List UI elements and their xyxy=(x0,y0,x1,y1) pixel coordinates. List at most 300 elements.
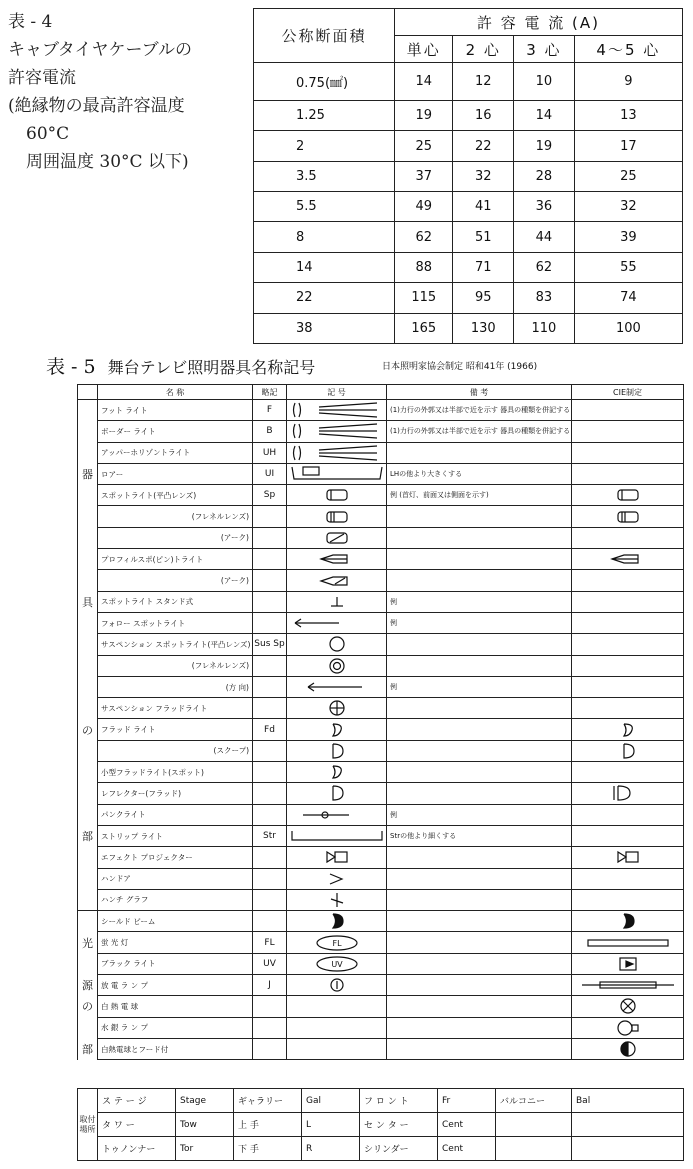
fixture-abbr: Sus Sp xyxy=(253,634,287,655)
fixture-abbr xyxy=(253,506,287,527)
fixture-symbol xyxy=(287,804,387,825)
position-cell: Gal xyxy=(302,1089,360,1113)
fixture-symbol xyxy=(287,932,387,953)
fixture-symbol xyxy=(287,442,387,463)
column-header: 4～5 心 xyxy=(574,36,682,63)
fixture-note xyxy=(387,996,572,1017)
svg-text:UV: UV xyxy=(330,959,343,969)
fixture-name: ハンドア xyxy=(98,868,253,889)
position-cell: バルコニー xyxy=(496,1089,572,1113)
current-cell: 51 xyxy=(453,222,514,252)
table-row xyxy=(78,1017,684,1038)
group-cell: 具 xyxy=(78,591,98,612)
fixture-name: スポットライト(平凸レンズ) xyxy=(98,485,253,506)
fixture-name: エフェクト プロジェクター xyxy=(98,847,253,868)
fixture-name: フラッド ライト xyxy=(98,719,253,740)
symbol-arrow-icon xyxy=(302,680,372,694)
current-cell: 71 xyxy=(453,252,514,282)
fixture-abbr: J xyxy=(253,975,287,996)
table-row xyxy=(78,549,684,570)
fixture-abbr xyxy=(253,847,287,868)
table-row xyxy=(78,953,684,974)
fixture-abbr xyxy=(253,655,287,676)
fixture-symbol xyxy=(287,655,387,676)
table-row xyxy=(78,975,684,996)
fixture-abbr: Sp xyxy=(253,485,287,506)
cie-symbol xyxy=(572,485,684,506)
symbol-ring-icon xyxy=(322,976,352,994)
group-cell: の xyxy=(78,996,98,1017)
group-cell xyxy=(78,783,98,804)
fixture-symbol xyxy=(287,740,387,761)
area-cell: 8 xyxy=(254,222,395,252)
table-row xyxy=(78,868,684,889)
symbol-dcirc-icon xyxy=(322,657,352,675)
symbol-ovalUV-icon xyxy=(312,955,362,973)
cie-symbol xyxy=(572,889,684,910)
group-cell: 部 xyxy=(78,1038,98,1059)
current-cell: 41 xyxy=(453,192,514,222)
group-cell xyxy=(78,804,98,825)
fixture-abbr: FL xyxy=(253,932,287,953)
cie-bulb-icon xyxy=(611,1019,645,1037)
group-cell xyxy=(78,549,98,570)
current-cell: 115 xyxy=(395,283,453,313)
group-cell xyxy=(78,762,98,783)
group-cell: 光 xyxy=(78,932,98,953)
fixture-note xyxy=(387,634,572,655)
table-row xyxy=(78,527,684,548)
fixture-name: サスペンション フラッドライト xyxy=(98,698,253,719)
table-row xyxy=(78,676,684,697)
table-row xyxy=(254,100,683,130)
fixture-abbr xyxy=(253,762,287,783)
position-cell: シリンダー xyxy=(360,1137,438,1161)
fixture-note xyxy=(387,1017,572,1038)
symbol-effect-icon xyxy=(317,849,357,865)
fixture-note xyxy=(387,889,572,910)
fixture-abbr xyxy=(253,676,287,697)
fixture-name: スポットライト スタンド式 xyxy=(98,591,253,612)
caption-line: キャブタイヤケーブルの xyxy=(8,40,192,60)
table-row xyxy=(78,1137,684,1161)
area-cell: 14 xyxy=(254,252,395,282)
symbol-fresnel-icon xyxy=(317,509,357,525)
fixture-name: ハンチ グラフ xyxy=(98,889,253,910)
position-cell: Bal xyxy=(572,1089,684,1113)
symbol-scoop-icon xyxy=(322,784,352,802)
current-cell: 62 xyxy=(395,222,453,252)
fixture-note xyxy=(387,975,572,996)
fixture-symbol xyxy=(287,634,387,655)
fixture-symbol xyxy=(287,911,387,932)
fixture-name: (フレネルレンズ) xyxy=(98,506,253,527)
fixture-abbr: UI xyxy=(253,463,287,484)
current-cell: 17 xyxy=(574,131,682,161)
group-cell xyxy=(78,953,98,974)
current-cell: 44 xyxy=(514,222,575,252)
fixture-note: 例 xyxy=(387,612,572,633)
current-cell: 19 xyxy=(514,131,575,161)
table6-mounting-positions xyxy=(77,1088,684,1161)
column-header: 略記 xyxy=(253,385,287,400)
area-cell: 38 xyxy=(254,313,395,343)
symbol-fl-icon xyxy=(289,422,385,440)
group-cell xyxy=(78,889,98,910)
fixture-abbr: Str xyxy=(253,825,287,846)
table-row xyxy=(254,161,683,191)
position-cell: 上 手 xyxy=(234,1113,302,1137)
fixture-abbr xyxy=(253,804,287,825)
cie-tube-icon xyxy=(578,937,678,949)
fixture-symbol xyxy=(287,975,387,996)
group-cell xyxy=(78,485,98,506)
fixture-name: レフレクター(フラッド) xyxy=(98,783,253,804)
cie-symbol xyxy=(572,591,684,612)
current-cell: 22 xyxy=(453,131,514,161)
current-cell: 25 xyxy=(574,161,682,191)
current-cell: 83 xyxy=(514,283,575,313)
current-cell: 62 xyxy=(514,252,575,282)
table4-ampacity xyxy=(253,8,683,344)
table-row xyxy=(254,222,683,252)
symbol-hand-icon xyxy=(322,870,352,888)
symbol-ovalFL-icon xyxy=(312,934,362,952)
fixture-abbr xyxy=(253,570,287,591)
position-cell: Tor xyxy=(176,1137,234,1161)
fixture-note: 例 (首灯、前面又は側面を示す) xyxy=(387,485,572,506)
symbol-flood-icon xyxy=(322,763,352,781)
current-cell: 55 xyxy=(574,252,682,282)
fixture-name: ストリップ ライト xyxy=(98,825,253,846)
fixture-name: 白 熱 電 球 xyxy=(98,996,253,1017)
group-cell xyxy=(78,676,98,697)
group-cell xyxy=(78,570,98,591)
group-cell xyxy=(78,911,98,932)
table-row xyxy=(78,442,684,463)
cie-symbol xyxy=(572,549,684,570)
fixture-symbol xyxy=(287,825,387,846)
fixture-abbr xyxy=(253,740,287,761)
cie-refl-icon xyxy=(608,784,648,802)
table-row xyxy=(78,1113,684,1137)
position-cell: トゥノンナー xyxy=(98,1137,176,1161)
position-cell: セ ン タ ー xyxy=(360,1113,438,1137)
fixture-abbr xyxy=(253,868,287,889)
group-cell xyxy=(78,847,98,868)
group-cell xyxy=(78,1017,98,1038)
current-cell: 130 xyxy=(453,313,514,343)
table-row xyxy=(78,783,684,804)
fixture-symbol xyxy=(287,570,387,591)
column-header: 備 考 xyxy=(387,385,572,400)
fixture-abbr xyxy=(253,549,287,570)
group-cell xyxy=(78,442,98,463)
fixture-name: 白熱電球とフード付 xyxy=(98,1038,253,1059)
fixture-abbr xyxy=(253,889,287,910)
fixture-abbr: UH xyxy=(253,442,287,463)
column-header: CIE制定 xyxy=(572,385,684,400)
fixture-symbol xyxy=(287,506,387,527)
column-header: 名 称 xyxy=(98,385,253,400)
symbol-fl-icon xyxy=(289,401,385,419)
area-cell: 3.5 xyxy=(254,161,395,191)
current-cell: 36 xyxy=(514,192,575,222)
header-current: 許 容 電 流 (A) xyxy=(395,9,683,36)
table5-number: 表 - 5 xyxy=(46,356,96,378)
fixture-note xyxy=(387,527,572,548)
current-cell: 88 xyxy=(395,252,453,282)
fixture-note xyxy=(387,719,572,740)
symbol-beam-icon xyxy=(322,912,352,930)
table-row xyxy=(78,996,684,1017)
fixture-abbr: Fd xyxy=(253,719,287,740)
table-row xyxy=(78,634,684,655)
symbol-cross-icon xyxy=(322,699,352,717)
fixture-symbol xyxy=(287,400,387,421)
cie-effect-icon xyxy=(608,849,648,865)
table-row xyxy=(78,740,684,761)
position-cell: 下 手 xyxy=(234,1137,302,1161)
position-cell: ギャラリー xyxy=(234,1089,302,1113)
table-row xyxy=(78,591,684,612)
fixture-note xyxy=(387,1038,572,1059)
cie-symbol xyxy=(572,911,684,932)
position-cell: R xyxy=(302,1137,360,1161)
cie-fresnel-icon xyxy=(608,509,648,525)
fixture-abbr xyxy=(253,996,287,1017)
cie-symbol xyxy=(572,400,684,421)
fixture-abbr: UV xyxy=(253,953,287,974)
fixture-name: サスペンション スポットライト(平凸レンズ) xyxy=(98,634,253,655)
cie-symbol xyxy=(572,804,684,825)
fixture-name: 水 銀 ラ ン プ xyxy=(98,1017,253,1038)
cie-flood-icon xyxy=(613,721,643,739)
cie-symbol xyxy=(572,655,684,676)
cie-symbol xyxy=(572,825,684,846)
fixture-note xyxy=(387,847,572,868)
table-row xyxy=(78,506,684,527)
cie-symbol xyxy=(572,698,684,719)
table-row xyxy=(78,698,684,719)
fixture-symbol xyxy=(287,996,387,1017)
table-row xyxy=(78,889,684,910)
table-row xyxy=(78,932,684,953)
cie-symbol xyxy=(572,975,684,996)
current-cell: 37 xyxy=(395,161,453,191)
group-cell: 器 xyxy=(78,463,98,484)
caption-line: (絶縁物の最高許容温度 xyxy=(8,96,185,116)
fixture-note xyxy=(387,762,572,783)
fixture-name: 放 電 ラ ン プ xyxy=(98,975,253,996)
table4-caption xyxy=(8,8,243,176)
current-cell: 9 xyxy=(574,63,682,101)
fixture-note xyxy=(387,911,572,932)
group-cell xyxy=(78,612,98,633)
group-cell xyxy=(78,506,98,527)
symbol-profarc-icon xyxy=(315,573,359,589)
fixture-name: (アーク) xyxy=(98,570,253,591)
fixture-symbol xyxy=(287,612,387,633)
table-row xyxy=(254,313,683,343)
table5-title-text: 舞台テレビ照明器具名称記号 xyxy=(107,358,316,377)
current-cell: 14 xyxy=(514,100,575,130)
group-cell xyxy=(78,655,98,676)
fixture-symbol xyxy=(287,591,387,612)
table5-fixture-symbols xyxy=(77,384,684,1060)
fixture-name: 蛍 光 灯 xyxy=(98,932,253,953)
current-cell: 13 xyxy=(574,100,682,130)
fixture-name: フット ライト xyxy=(98,400,253,421)
table-row xyxy=(78,485,684,506)
area-cell: 0.75(㎟) xyxy=(254,63,395,101)
column-header: 2 心 xyxy=(453,36,514,63)
table-row xyxy=(254,131,683,161)
symbol-stand-icon xyxy=(289,594,385,610)
fixture-note xyxy=(387,740,572,761)
fixture-name: ブラック ライト xyxy=(98,953,253,974)
current-cell: 28 xyxy=(514,161,575,191)
caption-line: 周囲温度 30°C 以下) xyxy=(26,152,189,172)
table-row xyxy=(254,252,683,282)
fixture-name: (フレネルレンズ) xyxy=(98,655,253,676)
area-cell: 22 xyxy=(254,283,395,313)
area-cell: 5.5 xyxy=(254,192,395,222)
fixture-abbr xyxy=(253,1017,287,1038)
cie-xcirc-icon xyxy=(613,997,643,1015)
fixture-note xyxy=(387,549,572,570)
cie-black-icon xyxy=(613,955,643,973)
cie-symbol xyxy=(572,527,684,548)
symbol-spot-icon xyxy=(317,487,357,503)
current-cell: 10 xyxy=(514,63,575,101)
fixture-note: 例 xyxy=(387,804,572,825)
fixture-note xyxy=(387,868,572,889)
fixture-name: プロフィルスポ(ピン)トライト xyxy=(98,549,253,570)
fixture-name: (スクープ) xyxy=(98,740,253,761)
caption-line: 60°C xyxy=(26,124,70,144)
group-cell xyxy=(78,527,98,548)
group-cell xyxy=(78,698,98,719)
fixture-symbol xyxy=(287,868,387,889)
current-cell: 95 xyxy=(453,283,514,313)
symbol-fl-icon xyxy=(289,444,385,462)
symbol-circ-icon xyxy=(322,635,352,653)
column-header: 3 心 xyxy=(514,36,575,63)
group-cell xyxy=(78,421,98,442)
group-cell: 部 xyxy=(78,825,98,846)
cie-symbol xyxy=(572,762,684,783)
fixture-abbr xyxy=(253,591,287,612)
fixture-symbol xyxy=(287,527,387,548)
cie-symbol xyxy=(572,1017,684,1038)
fixture-note: LHの他より大きくする xyxy=(387,463,572,484)
table-row xyxy=(78,847,684,868)
fixture-symbol xyxy=(287,1017,387,1038)
table-row xyxy=(78,1038,684,1059)
fixture-note: (1)力行の外郭又は半部で近を示す 器具の種類を併記する xyxy=(387,400,572,421)
fixture-abbr: F xyxy=(253,400,287,421)
table-row xyxy=(78,804,684,825)
table-row xyxy=(254,63,683,101)
fixture-note xyxy=(387,932,572,953)
fixture-symbol xyxy=(287,421,387,442)
fixture-note xyxy=(387,506,572,527)
current-cell: 100 xyxy=(574,313,682,343)
table-row xyxy=(78,911,684,932)
fixture-name: パンクライト xyxy=(98,804,253,825)
fixture-abbr xyxy=(253,698,287,719)
fixture-note: 例 xyxy=(387,676,572,697)
group-cell xyxy=(78,740,98,761)
cie-symbol xyxy=(572,1038,684,1059)
current-cell: 74 xyxy=(574,283,682,313)
area-cell: 2 xyxy=(254,131,395,161)
column-header: 記 号 xyxy=(287,385,387,400)
cie-symbol xyxy=(572,676,684,697)
fixture-symbol xyxy=(287,783,387,804)
cie-scoop-icon xyxy=(613,742,643,760)
position-cell xyxy=(496,1137,572,1161)
cie-symbol xyxy=(572,612,684,633)
current-cell: 12 xyxy=(453,63,514,101)
fixture-name: 小型フラッドライト(スポット) xyxy=(98,762,253,783)
cie-symbol xyxy=(572,868,684,889)
position-cell: フ ロ ン ト xyxy=(360,1089,438,1113)
fixture-symbol xyxy=(287,953,387,974)
caption-line: 許容電流 xyxy=(8,68,76,88)
current-cell: 14 xyxy=(395,63,453,101)
cie-symbol xyxy=(572,953,684,974)
fixture-abbr xyxy=(253,911,287,932)
symbol-profile-icon xyxy=(315,551,359,567)
fixture-note xyxy=(387,570,572,591)
current-cell: 49 xyxy=(395,192,453,222)
table-row xyxy=(78,570,684,591)
group-cell xyxy=(78,634,98,655)
fixture-abbr xyxy=(253,527,287,548)
table-row xyxy=(78,463,684,484)
current-cell: 39 xyxy=(574,222,682,252)
fixture-abbr: B xyxy=(253,421,287,442)
current-cell: 19 xyxy=(395,100,453,130)
cie-symbol xyxy=(572,506,684,527)
fixture-note xyxy=(387,783,572,804)
fixture-note xyxy=(387,442,572,463)
table-row xyxy=(78,400,684,421)
current-cell: 165 xyxy=(395,313,453,343)
current-cell: 32 xyxy=(453,161,514,191)
cie-profile-icon xyxy=(606,551,650,567)
cie-symbol xyxy=(572,740,684,761)
table-row xyxy=(254,283,683,313)
fixture-note xyxy=(387,655,572,676)
symbol-flood-icon xyxy=(322,721,352,739)
position-cell xyxy=(496,1113,572,1137)
fixture-note: Strの他より細くする xyxy=(387,825,572,846)
fixture-symbol xyxy=(287,698,387,719)
svg-text:FL: FL xyxy=(331,938,342,948)
fixture-name: シールド ビーム xyxy=(98,911,253,932)
cie-symbol xyxy=(572,783,684,804)
cie-symbol xyxy=(572,463,684,484)
table-row xyxy=(78,655,684,676)
position-cell: ス テ ー ジ xyxy=(98,1089,176,1113)
fixture-symbol xyxy=(287,1038,387,1059)
current-cell: 32 xyxy=(574,192,682,222)
table-row xyxy=(78,762,684,783)
fixture-name: ボーダー ライト xyxy=(98,421,253,442)
